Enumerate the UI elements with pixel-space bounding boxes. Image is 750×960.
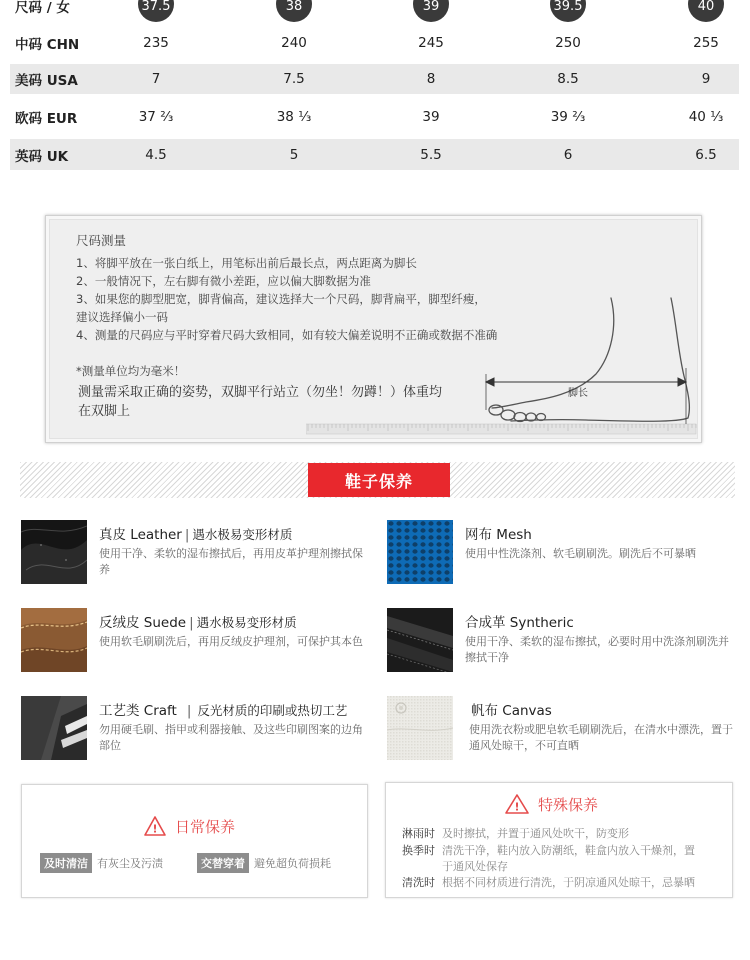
material-title xyxy=(465,523,532,543)
material-title xyxy=(99,523,292,543)
mesh-swatch-icon xyxy=(387,520,453,584)
measurement-step: 1、将脚平放在一张白纸上，用笔标出前后最长点，两点距离为脚长 xyxy=(76,256,417,270)
measurement-title: 尺码测量 xyxy=(76,233,127,248)
size-header-row xyxy=(10,0,739,22)
material-name: 工艺类 Craft xyxy=(99,703,177,719)
care-key: 换季时 xyxy=(402,844,435,857)
material-mesh xyxy=(387,520,732,586)
material-synthetic xyxy=(387,608,732,674)
row-label: 欧码 EUR xyxy=(15,111,78,127)
row-label: 美码 USA xyxy=(15,73,78,89)
material-suede xyxy=(21,608,366,674)
size-cell: 7.5 xyxy=(283,71,305,87)
size-row-eur xyxy=(10,101,739,133)
material-desc: 使用软毛刷刷洗后，再用反绒皮护理剂，可保护其本色 xyxy=(99,635,363,648)
material-name: 帆布 Canvas xyxy=(471,703,552,719)
material-desc: 使用中性洗涤剂、软毛刷刷洗。刷洗后不可暴晒 xyxy=(465,547,696,560)
measurement-step: 3、如果您的脚型肥宽，脚背偏高，建议选择大一个尺码，脚背扁平，脚型纤瘦， xyxy=(76,292,486,306)
size-cell: 38 ⅓ xyxy=(276,109,312,125)
special-care-item xyxy=(402,843,704,875)
care-banner-title: 鞋子保养 xyxy=(308,463,450,497)
size-cell: 9 xyxy=(701,71,711,87)
unit-note: *测量单位均为毫米！ xyxy=(76,364,186,378)
material-desc: 使用干净、柔软的湿布擦拭，必要时用中洗涤剂刷洗并擦拭干净 xyxy=(465,635,729,664)
size-circle: 40 xyxy=(688,0,724,22)
care-value: 及时擦拭，并置于通风处吹干，防变形 xyxy=(442,827,629,840)
daily-care-title: 日常保养 xyxy=(175,817,236,836)
separator: | xyxy=(186,703,192,719)
size-row-uk xyxy=(10,139,739,170)
care-key-badge: 交替穿着 xyxy=(197,853,249,873)
posture-note-cont: 在双脚上 xyxy=(78,404,131,419)
suede-swatch-icon xyxy=(21,608,87,672)
care-value: 避免超负荷损耗 xyxy=(254,857,331,870)
size-cell: 39 xyxy=(422,109,440,125)
synthetic-swatch-icon xyxy=(387,608,453,672)
material-tag: 遇水极易变形材质 xyxy=(192,527,293,542)
material-tag: 遇水极易变形材质 xyxy=(196,615,297,630)
size-cell: 6 xyxy=(563,146,573,163)
care-key-badge: 及时清洁 xyxy=(40,853,92,873)
material-canvas xyxy=(387,696,732,762)
ruler-icon xyxy=(306,424,696,434)
material-title xyxy=(465,611,574,631)
special-care-header xyxy=(504,793,598,815)
material-name: 反绒皮 Suede xyxy=(99,615,187,631)
size-cell: 40 ⅓ xyxy=(688,109,724,125)
size-cell: 250 xyxy=(555,34,581,51)
daily-care-item xyxy=(40,853,163,873)
special-care-title: 特殊保养 xyxy=(538,795,599,814)
size-cell: 245 xyxy=(418,34,444,51)
measurement-step: 建议选择偏小一码 xyxy=(76,310,168,324)
material-desc: 使用洗衣粉或肥皂软毛刷刷洗后，在清水中漂洗，置于通风处晾干，不可直晒 xyxy=(469,723,733,752)
material-title xyxy=(99,699,347,719)
size-cell: 240 xyxy=(281,34,307,51)
material-title xyxy=(99,611,297,631)
measurement-panel-inner xyxy=(49,219,698,439)
foot-length-label: 脚长 xyxy=(568,388,588,399)
material-craft xyxy=(21,696,366,762)
warning-icon xyxy=(143,815,167,837)
size-header-label: 尺码 / 女 xyxy=(15,0,70,16)
size-cell: 8.5 xyxy=(557,71,579,87)
measurement-panel xyxy=(45,215,702,443)
size-circle: 39.5 xyxy=(550,0,586,22)
material-name: 真皮 Leather xyxy=(99,527,182,543)
size-row-chn xyxy=(10,27,739,58)
material-title xyxy=(471,699,552,719)
svg-text:!: ! xyxy=(152,822,158,836)
material-desc: 勿用硬毛刷、指甲或利器接触、及这些印刷图案的边角部位 xyxy=(99,723,363,752)
canvas-swatch-icon xyxy=(387,696,453,760)
size-cell: 8 xyxy=(426,71,436,87)
care-key: 淋雨时 xyxy=(402,827,435,840)
care-value: 清洗干净，鞋内放入防潮纸，鞋盒内放入干燥剂，置于通风处保存 xyxy=(442,844,695,873)
size-row-usa xyxy=(10,64,739,94)
leather-swatch-icon xyxy=(21,520,87,584)
size-cell: 5 xyxy=(289,146,299,163)
special-care-item xyxy=(402,875,732,891)
size-circle: 37.5 xyxy=(138,0,174,22)
daily-care-box xyxy=(21,784,368,898)
material-tag: 反光材质的印刷或热切工艺 xyxy=(197,703,348,718)
svg-text:!: ! xyxy=(514,800,520,814)
size-cell: 4.5 xyxy=(145,146,167,163)
daily-care-header xyxy=(143,815,235,837)
size-cell: 6.5 xyxy=(695,146,717,163)
size-circle: 39 xyxy=(413,0,449,22)
material-name: 网布 Mesh xyxy=(465,527,532,543)
material-leather xyxy=(21,520,366,586)
foot-outline-icon xyxy=(489,298,689,422)
separator: | xyxy=(189,615,194,631)
size-table xyxy=(10,0,739,172)
daily-care-item xyxy=(197,853,331,873)
special-care-item xyxy=(402,826,732,842)
size-cell: 5.5 xyxy=(420,146,442,163)
care-value: 有灰尘及污渍 xyxy=(97,857,163,870)
row-label: 中码 CHN xyxy=(15,36,80,53)
size-cell: 7 xyxy=(151,71,161,87)
size-cell: 39 ⅔ xyxy=(550,109,586,125)
size-cell: 37 ⅔ xyxy=(138,109,174,125)
material-name: 合成革 Syntheric xyxy=(465,615,574,631)
size-cell: 255 xyxy=(693,34,719,51)
measurement-step: 4、测量的尺码应与平时穿着尺码大致相同，如有较大偏差说明不正确或数据不准确 xyxy=(76,328,498,342)
posture-note: 测量需采取正确的姿势，双脚平行站立（勿坐！勿蹲！）体重均 xyxy=(78,385,443,400)
row-label: 英码 UK xyxy=(15,148,69,165)
size-cell: 235 xyxy=(143,34,169,51)
size-circle: 38 xyxy=(276,0,312,22)
separator: | xyxy=(184,527,190,543)
warning-icon xyxy=(504,793,530,815)
measurement-step: 2、一般情况下，左右脚有微小差距，应以偏大脚数据为准 xyxy=(76,274,371,288)
care-key: 清洗时 xyxy=(402,876,435,889)
craft-swatch-icon xyxy=(21,696,87,760)
foot-measure-illustration xyxy=(306,296,701,441)
care-value: 根据不同材质进行清洗，于阴凉通风处晾干，忌暴晒 xyxy=(442,876,695,889)
material-desc: 使用干净、柔软的湿布擦拭后，再用皮革护理剂擦拭保养 xyxy=(99,547,363,576)
special-care-box xyxy=(385,782,733,898)
